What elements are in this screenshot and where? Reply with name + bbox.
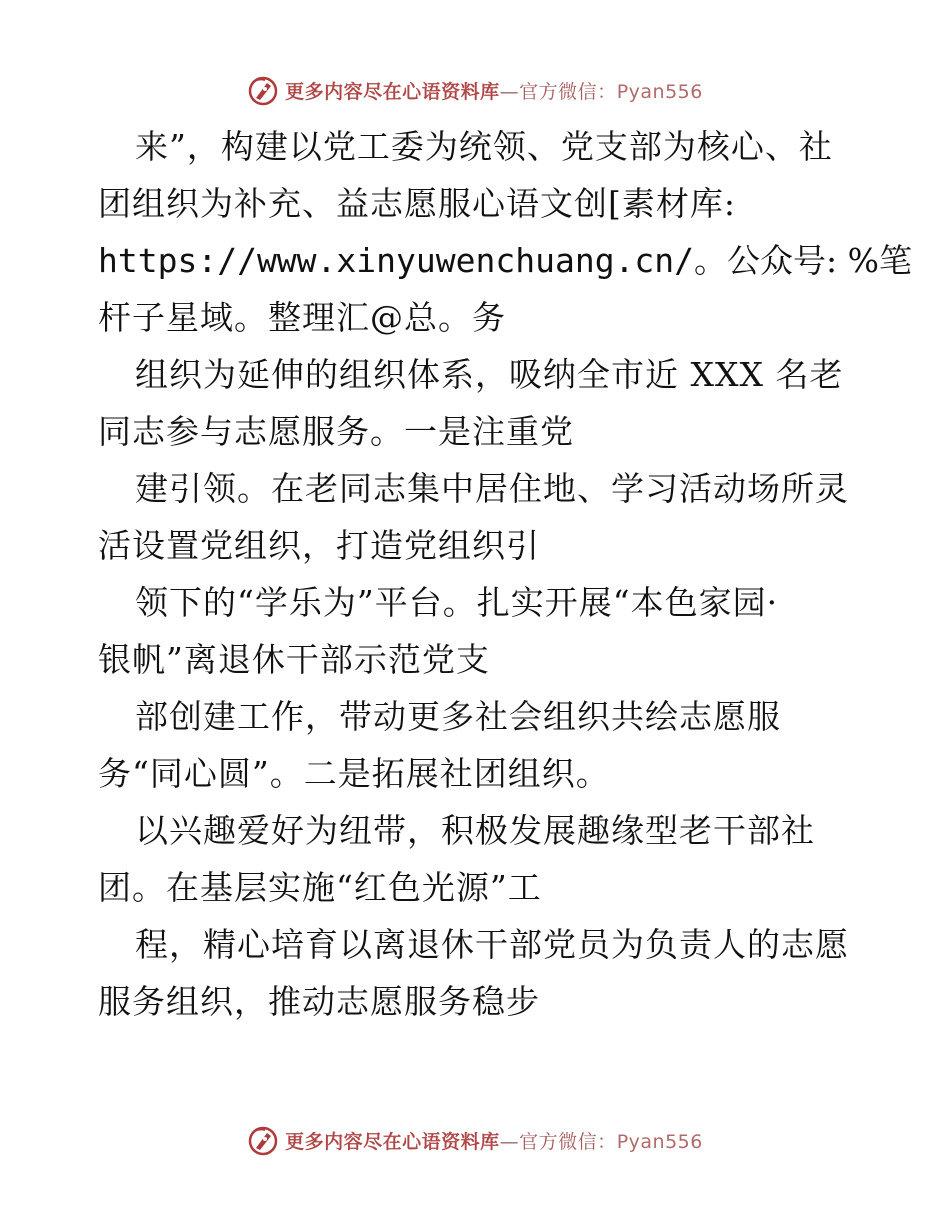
body-line: 团。在基层实施“红色光源”工	[98, 868, 542, 907]
body-line: 同志参与志愿服务。一是注重党	[98, 412, 574, 451]
body-line-fragment: 。公众号: %笔	[694, 241, 912, 280]
footer-wechat-id: Pyan556	[616, 1130, 703, 1153]
body-line: 建引领。在老同志集中居住地、学习活动场所灵	[135, 469, 849, 508]
source-url: https://www.xinyuwenchuang.cn/	[98, 241, 695, 280]
body-line: 组织为延伸的组织体系，吸纳全市近 XXX 名老	[135, 355, 844, 394]
footer-wechat-label: 官方微信：	[519, 1130, 617, 1153]
header-separator: —	[499, 80, 520, 103]
footer-banner-text	[285, 1127, 703, 1154]
body-line: 活设置党组织，打造党组织引	[98, 526, 540, 565]
body-line-url	[98, 232, 912, 289]
body-line: 务“同心圆”。二是拓展社团组织。	[98, 754, 610, 793]
document-body	[98, 118, 912, 1030]
pen-nib-circle-icon	[247, 1124, 279, 1156]
pen-nib-circle-icon	[247, 74, 279, 106]
header-wechat-id: Pyan556	[616, 80, 703, 103]
body-line: 服务组织，推动志愿服务稳步	[98, 982, 540, 1021]
body-line: 程，精心培育以离退休干部党员为负责人的志愿	[135, 925, 849, 964]
footer-separator: —	[499, 1130, 520, 1153]
footer-site-name: 更多内容尽在心语资料库	[285, 1130, 500, 1153]
body-line: 部创建工作，带动更多社会组织共绘志愿服	[135, 697, 781, 736]
body-line: 团组织为补充、益志愿服心语文创[素材库:	[98, 184, 736, 223]
header-banner	[0, 70, 950, 110]
body-line: 杆子星域。整理汇@总。务	[98, 298, 506, 337]
body-line: 以兴趣爱好为纽带，积极发展趣缘型老干部社	[135, 811, 815, 850]
body-line: 银帆”离退休干部示范党支	[98, 640, 490, 679]
header-wechat-label: 官方微信：	[519, 80, 617, 103]
footer-banner	[0, 1120, 950, 1160]
header-banner-text	[285, 77, 703, 104]
body-line: 领下的“学乐为”平台。扎实开展“本色家园·	[135, 583, 779, 622]
header-site-name: 更多内容尽在心语资料库	[285, 80, 500, 103]
body-line: 来”，构建以党工委为统领、党支部为核心、社	[135, 127, 833, 166]
